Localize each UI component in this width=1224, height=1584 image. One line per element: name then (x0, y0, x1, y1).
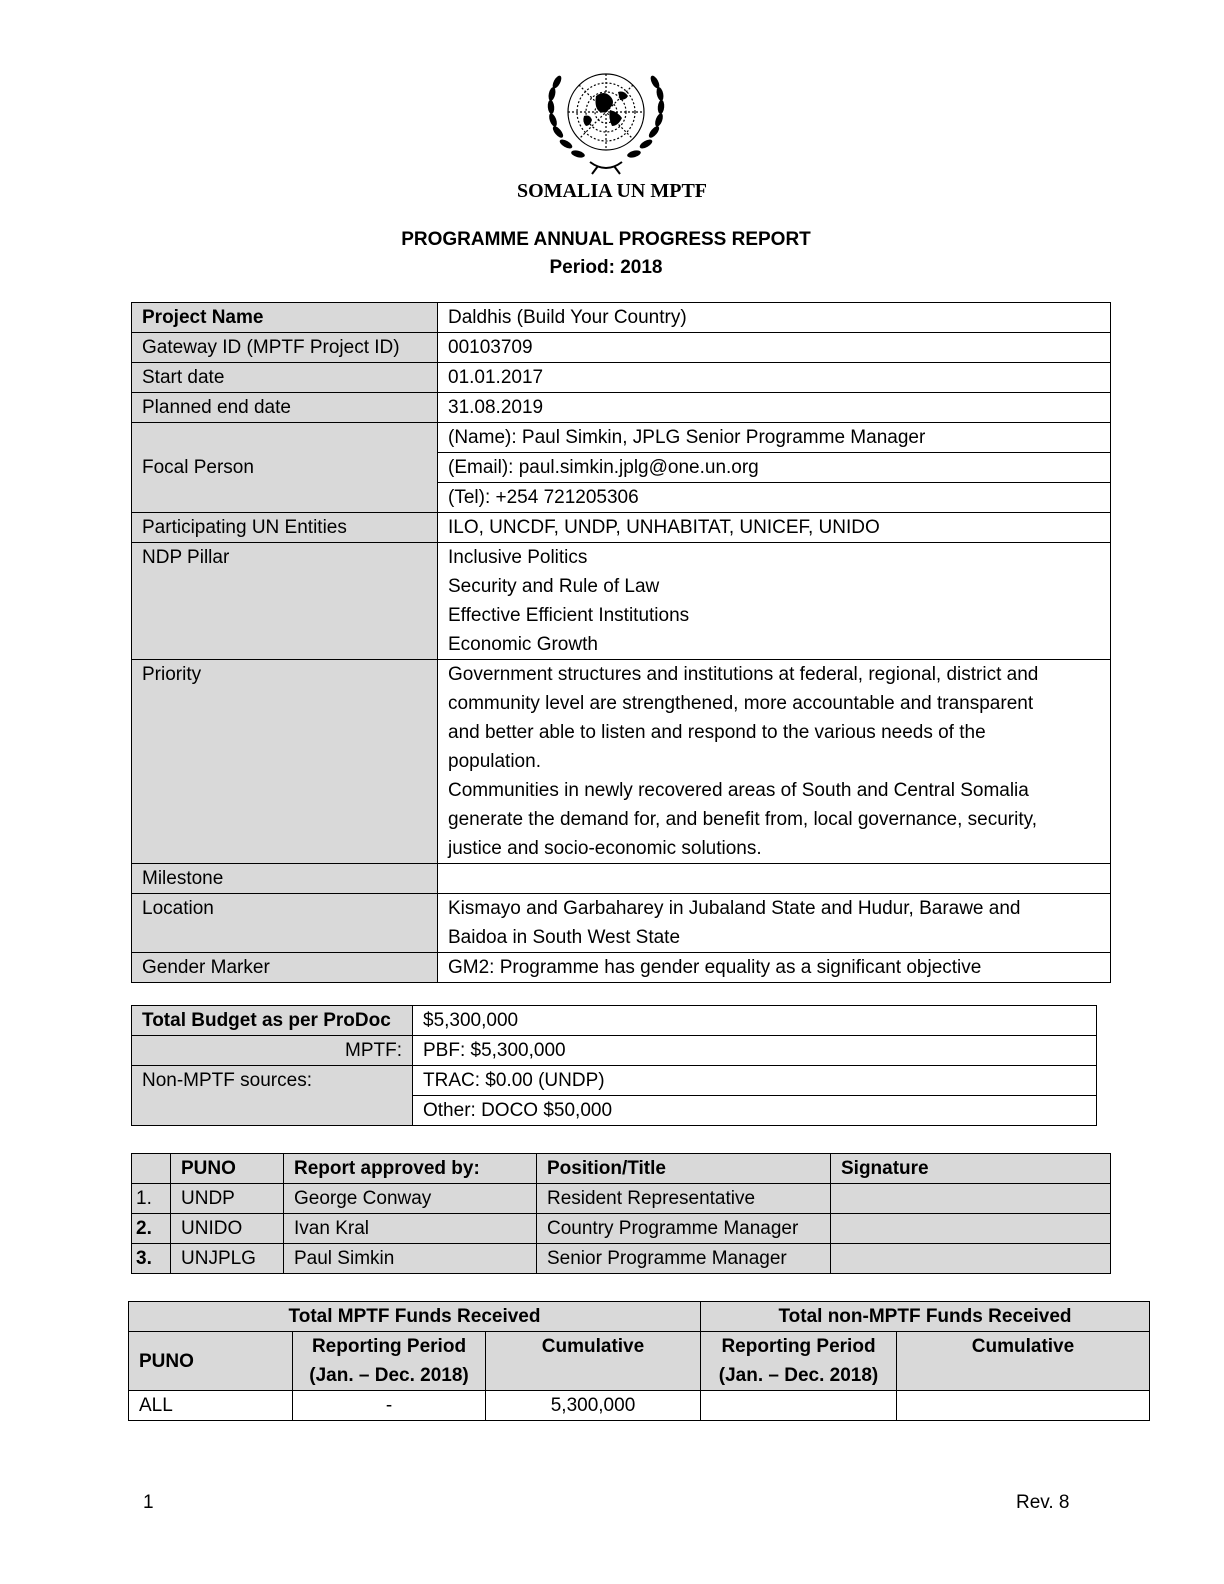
mptf-period-cell: - (293, 1391, 486, 1421)
mptf-value: PBF: $5,300,000 (413, 1036, 1097, 1066)
period-header-line: (Jan. – Dec. 2018) (309, 1365, 469, 1386)
approver-cell: Paul Simkin (284, 1244, 537, 1274)
report-period: Period: 2018 (549, 257, 663, 278)
puno-cell: UNJPLG (171, 1244, 284, 1274)
total-budget-label: Total Budget as per ProDoc (132, 1006, 413, 1036)
mptf-cumulative-cell: 5,300,000 (486, 1391, 701, 1421)
mptf-funds-header: Total MPTF Funds Received (129, 1302, 701, 1332)
location-line: Baidoa in South West State (448, 927, 681, 948)
report-title: PROGRAMME ANNUAL PROGRESS REPORT (401, 229, 811, 250)
non-cumulative-cell (897, 1391, 1150, 1421)
approvals-table (131, 1153, 1111, 1274)
approved-by-header: Report approved by: (284, 1154, 537, 1184)
non-mptf-label: Non-MPTF sources: (132, 1066, 413, 1126)
approver-cell: George Conway (284, 1184, 537, 1214)
table-row (132, 894, 1111, 953)
position-header: Position/Title (537, 1154, 831, 1184)
signature-cell (831, 1214, 1111, 1244)
table-row (132, 363, 1111, 393)
focal-name: (Name): Paul Simkin, JPLG Senior Programme Manager (438, 423, 1111, 453)
funds-puno-header: PUNO (129, 1332, 293, 1391)
period-header-line: Reporting Period (721, 1336, 876, 1357)
num-header (132, 1154, 171, 1184)
revision-label: Rev. 8 (1016, 1492, 1070, 1513)
report-title-block (0, 226, 1212, 282)
table-row (132, 864, 1111, 894)
location-line: Kismayo and Garbaharey in Jubaland State and Hudur, Barawe and (448, 898, 1021, 919)
puno-header: PUNO (171, 1154, 284, 1184)
mptf-period-header (293, 1332, 486, 1391)
priority-line: generate the demand for, and benefit from, local governance, security, (448, 809, 1037, 830)
priority-line: population. (448, 751, 541, 772)
signature-cell (831, 1184, 1111, 1214)
mptf-cumulative-header: Cumulative (486, 1332, 701, 1391)
non-cumulative-header: Cumulative (897, 1332, 1150, 1391)
focal-tel: (Tel): +254 721205306 (438, 483, 1111, 513)
table-row (132, 1036, 1097, 1066)
project-name-value: Daldhis (Build Your Country) (438, 303, 1111, 333)
table-row (132, 660, 1111, 864)
table-row (132, 333, 1111, 363)
table-header-row (129, 1302, 1150, 1332)
start-date-value: 01.01.2017 (438, 363, 1111, 393)
table-row (132, 423, 1111, 453)
table-row (132, 1066, 1097, 1096)
signature-header: Signature (831, 1154, 1111, 1184)
period-header-line: (Jan. – Dec. 2018) (718, 1365, 879, 1386)
project-name-label: Project Name (132, 303, 438, 333)
table-header-row (132, 1154, 1111, 1184)
end-date-label: Planned end date (132, 393, 438, 423)
end-date-value: 31.08.2019 (438, 393, 1111, 423)
priority-label: Priority (132, 660, 438, 864)
entities-label: Participating UN Entities (132, 513, 438, 543)
gateway-value: 00103709 (438, 333, 1111, 363)
milestone-value (438, 864, 1111, 894)
trac-value: TRAC: $0.00 (UNDP) (413, 1066, 1097, 1096)
gender-label: Gender Marker (132, 953, 438, 983)
approver-cell: Ivan Kral (284, 1214, 537, 1244)
pillar-label: NDP Pillar (132, 543, 438, 660)
non-period-header (701, 1332, 897, 1391)
gateway-label: Gateway ID (MPTF Project ID) (132, 333, 438, 363)
table-row (132, 1244, 1111, 1274)
table-row (132, 1006, 1097, 1036)
position-cell: Resident Representative (537, 1184, 831, 1214)
pillar-values (438, 543, 1111, 660)
page-number: 1 (143, 1492, 154, 1513)
position-cell: Senior Programme Manager (537, 1244, 831, 1274)
start-date-label: Start date (132, 363, 438, 393)
period-header-line: Reporting Period (311, 1336, 467, 1357)
focal-person-label: Focal Person (132, 423, 438, 513)
priority-line: justice and socio-economic solutions. (448, 838, 762, 859)
pillar-item: Inclusive Politics (448, 547, 588, 568)
priority-value (438, 660, 1111, 864)
total-budget-value: $5,300,000 (413, 1006, 1097, 1036)
gender-value: GM2: Programme has gender equality as a significant objective (438, 953, 1111, 983)
funds-puno-cell: ALL (129, 1391, 293, 1421)
location-value (438, 894, 1111, 953)
row-number: 2. (132, 1214, 171, 1244)
un-emblem-logo (540, 62, 672, 177)
non-mptf-funds-header: Total non-MPTF Funds Received (701, 1302, 1150, 1332)
priority-line: Government structures and institutions at federal, regional, district and (448, 664, 1039, 685)
pillar-item: Effective Efficient Institutions (448, 605, 690, 626)
table-row (132, 1214, 1111, 1244)
focal-email: (Email): paul.simkin.jplg@one.un.org (438, 453, 1111, 483)
priority-line: community level are strengthened, more accountable and transparent (448, 693, 1034, 714)
signature-cell (831, 1244, 1111, 1274)
budget-table (131, 1005, 1097, 1126)
other-value: Other: DOCO $50,000 (413, 1096, 1097, 1126)
non-period-cell (701, 1391, 897, 1421)
table-row (132, 1184, 1111, 1214)
puno-cell: UNDP (171, 1184, 284, 1214)
table-row (132, 303, 1111, 333)
row-number: 1. (132, 1184, 171, 1214)
priority-line: and better able to listen and respond to the various needs of the (448, 722, 986, 743)
table-row (132, 543, 1111, 660)
table-header-row (129, 1332, 1150, 1391)
table-row (132, 393, 1111, 423)
mptf-label: MPTF: (132, 1036, 413, 1066)
pillar-item: Security and Rule of Law (448, 576, 660, 597)
milestone-label: Milestone (132, 864, 438, 894)
position-cell: Country Programme Manager (537, 1214, 831, 1244)
pillar-item: Economic Growth (448, 634, 598, 655)
table-row (132, 513, 1111, 543)
table-row (129, 1391, 1150, 1421)
location-label: Location (132, 894, 438, 953)
org-name: SOMALIA UN MPTF (517, 180, 707, 202)
row-number: 3. (132, 1244, 171, 1274)
puno-cell: UNIDO (171, 1214, 284, 1244)
priority-line: Communities in newly recovered areas of South and Central Somalia (448, 780, 1029, 801)
project-info-table (131, 302, 1111, 983)
funds-table (128, 1301, 1150, 1421)
table-row (132, 953, 1111, 983)
entities-value: ILO, UNCDF, UNDP, UNHABITAT, UNICEF, UNIDO (438, 513, 1111, 543)
